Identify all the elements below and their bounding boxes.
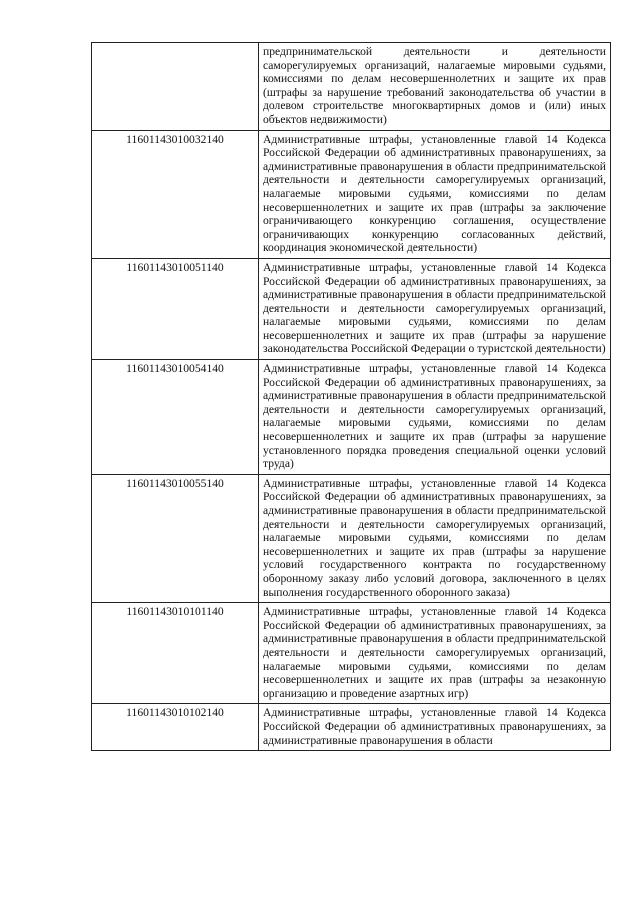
- budget-code-cell: 11601143010101140: [92, 603, 259, 704]
- budget-code-cell: 11601143010032140: [92, 130, 259, 258]
- table-row: [92, 258, 611, 359]
- description-cell: Административные штрафы, установленные главой 14 Кодекса Российской Федерации об административных правонарушениях, за административные правонарушения в области предпринимательской деятельности и деятельности саморегулируемых организаций, налагаемые мировыми судьями, комиссиями по делам несовершеннолетних и защите их прав (штрафы за нарушение законодательства Российской Федерации о туристской деятельности): [259, 258, 611, 359]
- budget-code-cell: 11601143010102140: [92, 704, 259, 751]
- description-cell: предпринимательской деятельности и деятельности саморегулируемых организаций, налагаемые мировыми судьями, комиссиями по делам несовершеннолетних и защите их прав (штрафы за нарушение требований законодательства об участии в долевом строительстве многоквартирных домов и (или) иных объектов недвижимости): [259, 43, 611, 131]
- table-row: [92, 360, 611, 475]
- budget-code-cell: 11601143010054140: [92, 360, 259, 475]
- description-cell: Административные штрафы, установленные главой 14 Кодекса Российской Федерации об административных правонарушениях, за административные правонарушения в области предпринимательской деятельности и деятельности саморегулируемых организаций, налагаемые мировыми судьями, комиссиями по делам несовершеннолетних и защите их прав (штрафы за заключение ограничивающего конкуренцию соглашения, осуществление ограничивающих конкуренцию согласованных действий, координация экономической деятельности): [259, 130, 611, 258]
- table-row: [92, 704, 611, 751]
- budget-code-cell: 11601143010051140: [92, 258, 259, 359]
- table-row: [92, 43, 611, 131]
- budget-codes-table: [91, 42, 611, 751]
- table-row: [92, 603, 611, 704]
- budget-code-cell: [92, 43, 259, 131]
- table-row: [92, 130, 611, 258]
- description-cell: Административные штрафы, установленные главой 14 Кодекса Российской Федерации об административных правонарушениях, за административные правонарушения в области предпринимательской деятельности и деятельности саморегулируемых организаций, налагаемые мировыми судьями, комиссиями по делам несовершеннолетних и защите их прав (штрафы за нарушение условий государственного контракта по государственному оборонному заказу либо условий договора, заключенного в целях выполнения государственного оборонного заказа): [259, 474, 611, 602]
- table-row: [92, 474, 611, 602]
- description-cell: Административные штрафы, установленные главой 14 Кодекса Российской Федерации об административных правонарушениях, за административные правонарушения в области предпринимательской деятельности и деятельности саморегулируемых организаций, налагаемые мировыми судьями, комиссиями по делам несовершеннолетних и защите их прав (штрафы за незаконную организацию и проведение азартных игр): [259, 603, 611, 704]
- description-cell: Административные штрафы, установленные главой 14 Кодекса Российской Федерации об административных правонарушениях, за административные правонарушения в области: [259, 704, 611, 751]
- description-cell: Административные штрафы, установленные главой 14 Кодекса Российской Федерации об административных правонарушениях, за административные правонарушения в области предпринимательской деятельности и деятельности саморегулируемых организаций, налагаемые мировыми судьями, комиссиями по делам несовершеннолетних и защите их прав (штрафы за нарушение установленного порядка проведения специальной оценки условий труда): [259, 360, 611, 475]
- budget-code-cell: 11601143010055140: [92, 474, 259, 602]
- document-page: [91, 42, 611, 751]
